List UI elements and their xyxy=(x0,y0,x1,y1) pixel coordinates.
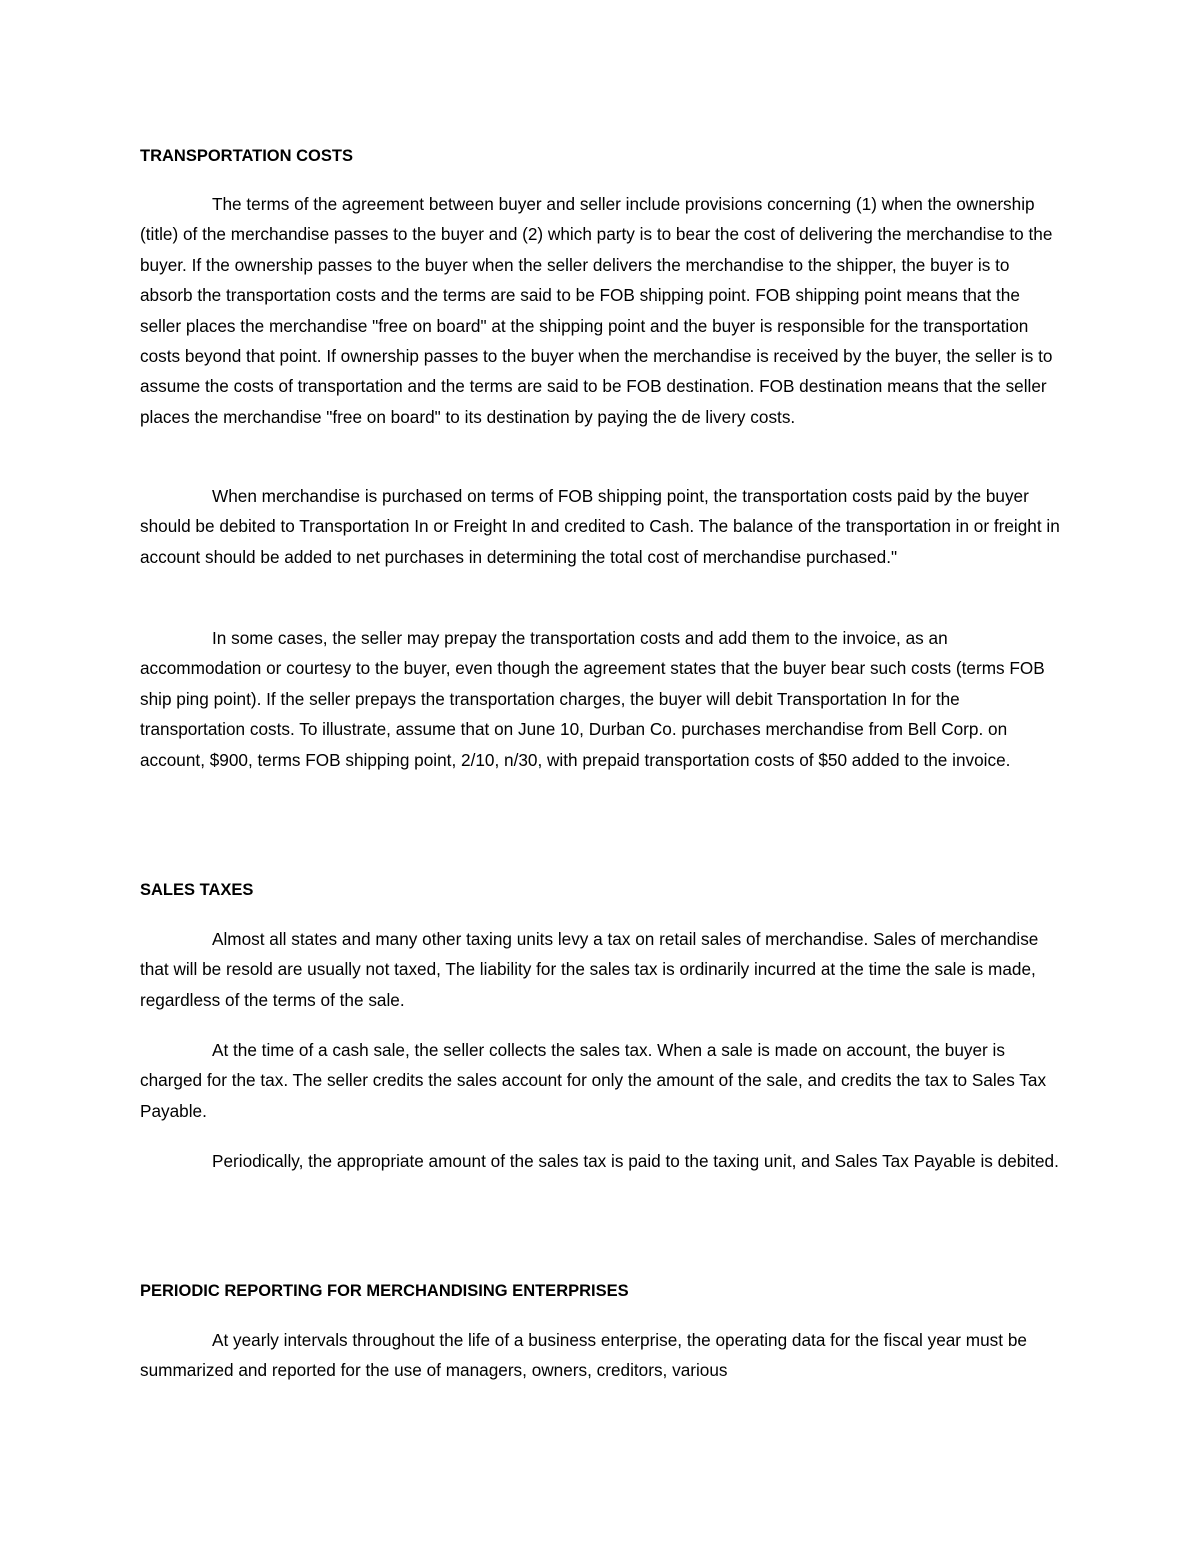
paragraph: When merchandise is purchased on terms of FOB shipping point, the transportation costs paid by the buyer should be debited to Transportation In or Freight In and credited to Cash. The balance of the transportation in or freight in account should be added to net purchases in determining the total cost of merchandise purchased." xyxy=(140,486,1060,567)
paragraph: At yearly intervals throughout the life of a business enterprise, the operating data for the fiscal year must be summarized and reported for the use of managers, owners, creditors, various xyxy=(140,1330,1027,1381)
paragraph: The terms of the agreement between buyer and seller include provisions concerning (1) when the ownership (title) of the merchandise passes to the buyer and (2) which party is to bear the cost of delivering the merchandise to the buyer. If the ownership passes to the buyer when the seller delivers the merchandise to the shipper, the buyer is to absorb the transportation costs and the terms are said to be FOB shipping point. FOB shipping point means that the seller places the merchandise "free on board" at the shipping point and the buyer is responsible for the transportation costs beyond that point. If ownership passes to the buyer when the merchandise is received by the buyer, the seller is to assume the costs of transportation and the terms are said to be FOB destination. FOB destination means that the seller places the merchandise "free on board" to its destination by paying the de livery costs. xyxy=(140,194,1053,427)
paragraph: Almost all states and many other taxing units levy a tax on retail sales of merchandise. Sales of merchandise that will be resold are usually not taxed, The liability for the sales tax is ordinarily incurred at the time the sale is made, regardless of the terms of the sale. xyxy=(140,929,1039,1010)
section-heading-transportation-costs: TRANSPORTATION COSTS xyxy=(140,147,353,165)
paragraph: At the time of a cash sale, the seller collects the sales tax. When a sale is made on account, the buyer is charged for the tax. The seller credits the sales account for only the amount of the sale, and credits the tax to Sales Tax Payable. xyxy=(140,1040,1047,1121)
section-heading-periodic-reporting: PERIODIC REPORTING FOR MERCHANDISING ENTERPRISES xyxy=(140,1282,629,1300)
paragraph: Periodically, the appropriate amount of the sales tax is paid to the taxing unit, and Sales Tax Payable is debited. xyxy=(212,1151,1059,1171)
paragraph: In some cases, the seller may prepay the transportation costs and add them to the invoice, as an accommodation or courtesy to the buyer, even though the agreement states that the buyer bear such costs (terms FOB ship ping point). If the seller prepays the transportation charges, the buyer will debit Transportation In for the transportation costs. To illustrate, assume that on June 10, Durban Co. purchases merchandise from Bell Corp. on account, $900, terms FOB shipping point, 2/10, n/30, with prepaid transportation costs of $50 added to the invoice. xyxy=(140,628,1045,770)
section-heading-sales-taxes: SALES TAXES xyxy=(140,881,254,899)
